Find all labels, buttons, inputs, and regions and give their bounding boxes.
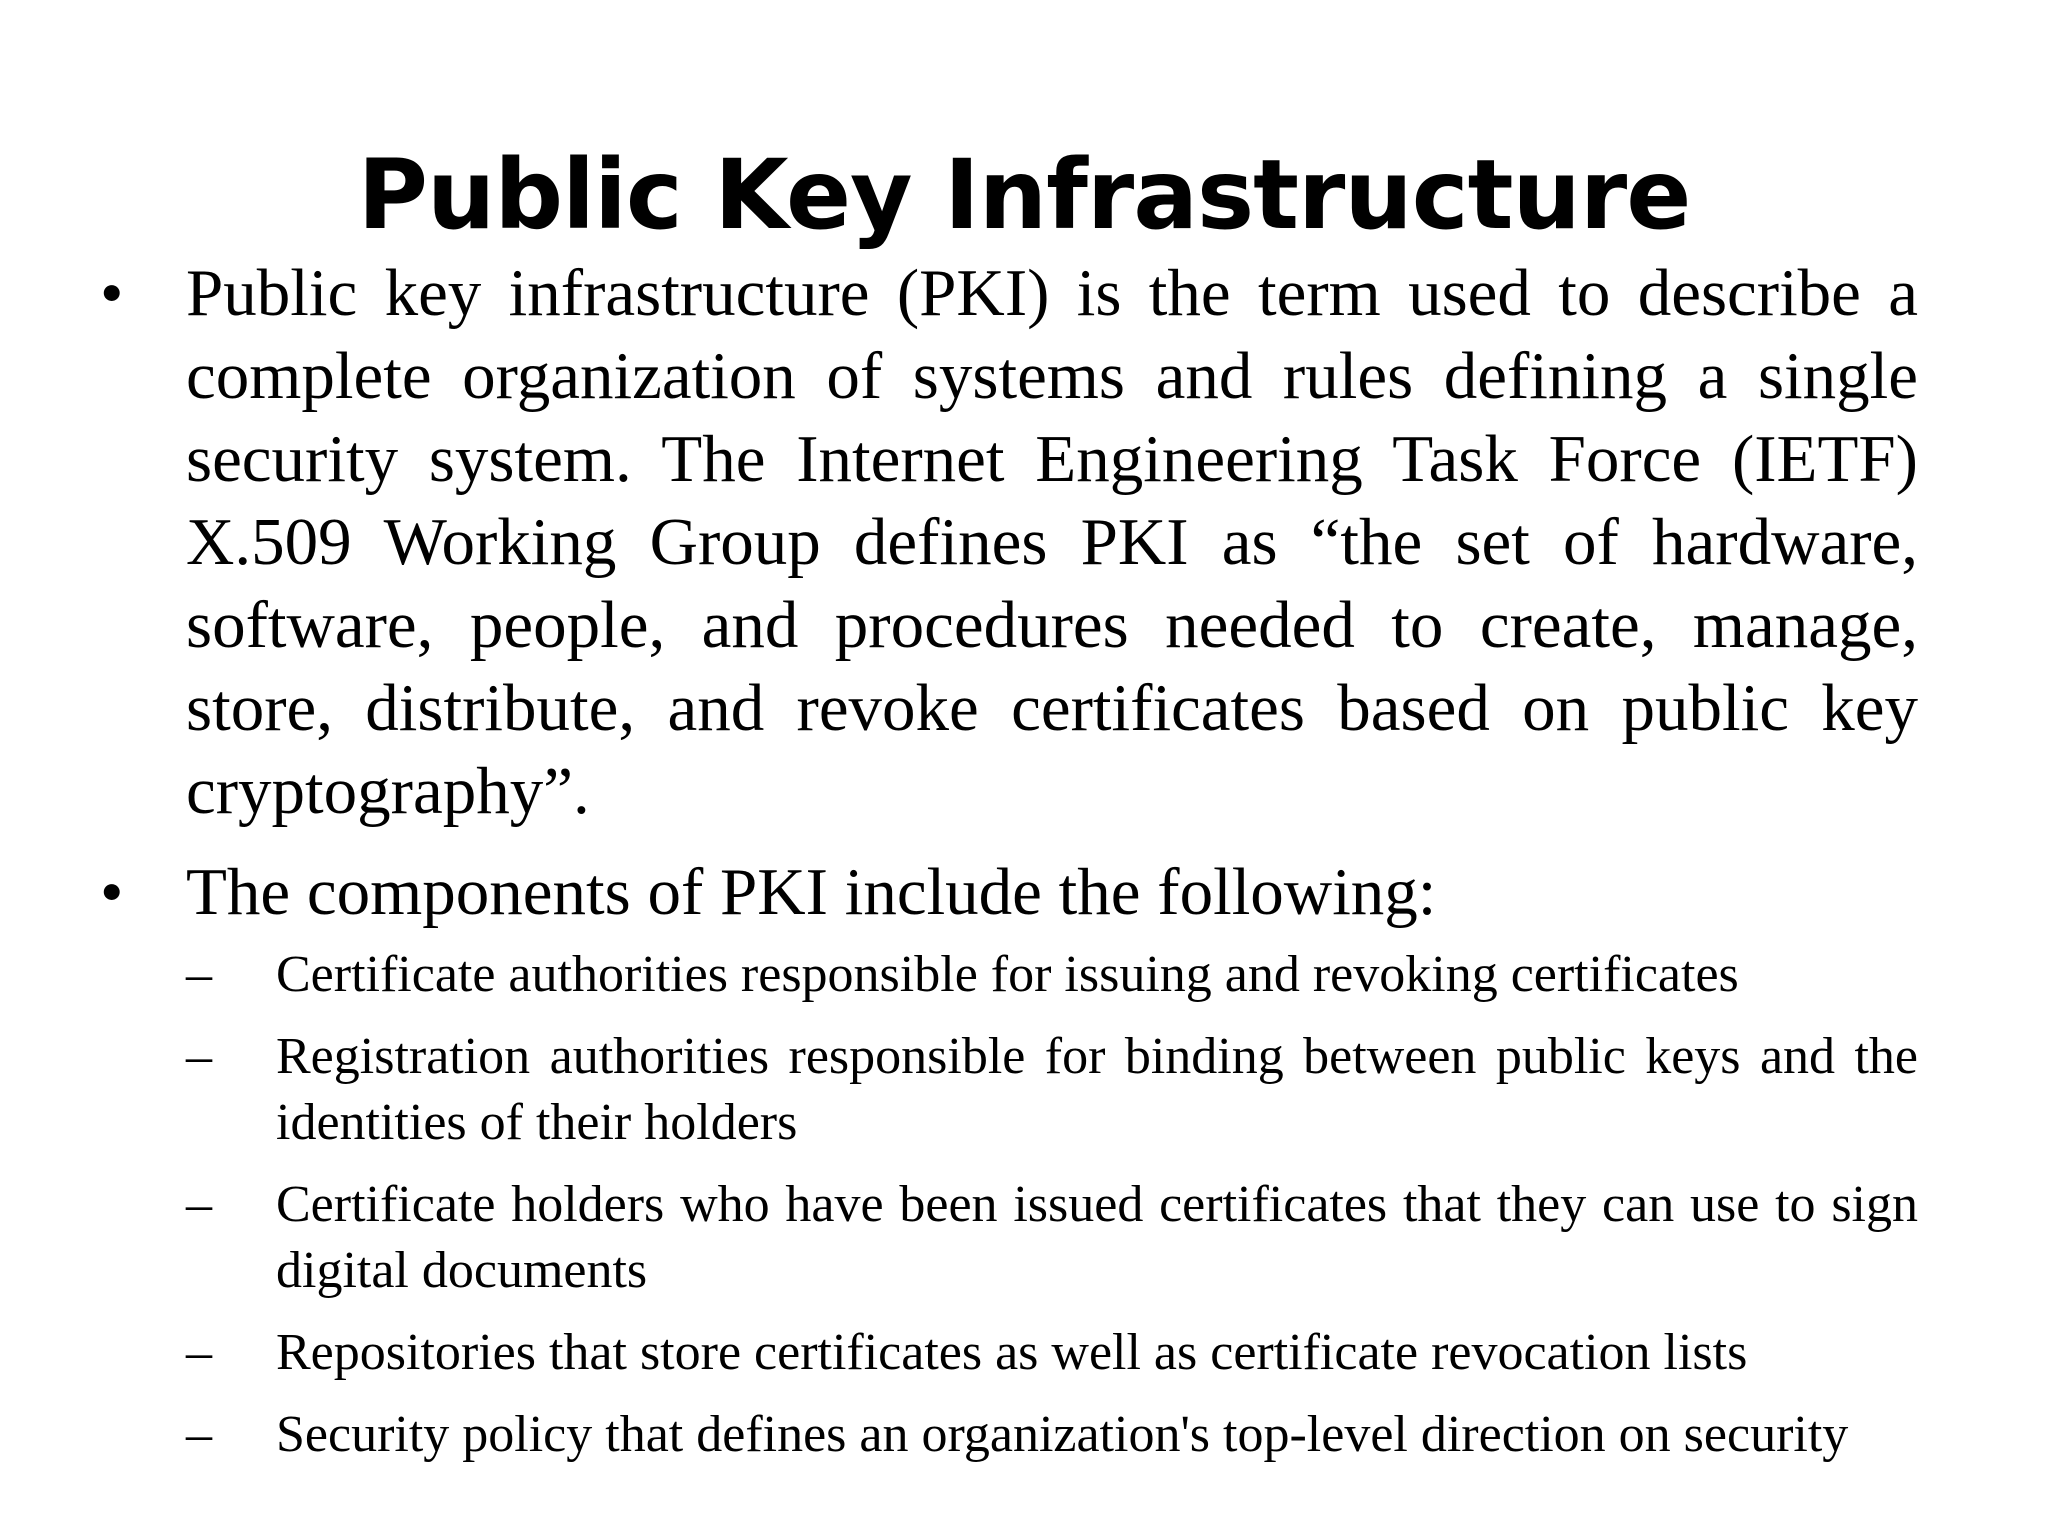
subitem-repositories [186, 1320, 1918, 1386]
subitem-marker: – [186, 1406, 212, 1463]
subitem-security-policy [186, 1402, 1918, 1468]
subitem-marker: – [186, 1028, 212, 1085]
subitem-text: Certificate authorities responsible for issuing and revoking certificates [276, 946, 1739, 1003]
bullet-text: The components of PKI include the following: [186, 855, 1437, 929]
subitem-text: Certificate holders who have been issued certificates that they can use to sign digital documents [276, 1176, 1918, 1299]
subitem-certificate-holders [186, 1172, 1918, 1304]
slide-content [100, 252, 1918, 1484]
bullet-item-pki-components [100, 851, 1918, 934]
bullet-marker: • [100, 256, 124, 330]
components-sublist [100, 942, 1918, 1468]
bullet-item-pki-definition [100, 252, 1918, 833]
slide-title: Public Key Infrastructure [357, 139, 1691, 251]
subitem-registration-authorities [186, 1024, 1918, 1156]
bullet-text: Public key infrastructure (PKI) is the term used to describe a complete organization of systems and rules defining a single security system. The Internet Engineering Task Force (IETF) X.509 Working Group defines PKI as “the set of hardware, software, people, and procedures needed to create, manage, store, distribute, and revoke certificates based on public key cryptography”. [186, 256, 1918, 828]
subitem-marker: – [186, 1176, 212, 1233]
subitem-certificate-authorities [186, 942, 1918, 1008]
subitem-text: Security policy that defines an organization's top-level direction on security [276, 1406, 1849, 1463]
bullet-marker: • [100, 855, 124, 929]
subitem-text: Registration authorities responsible for binding between public keys and the identities of their holders [276, 1028, 1918, 1151]
subitem-text: Repositories that store certificates as well as certificate revocation lists [276, 1324, 1748, 1381]
subitem-marker: – [186, 946, 212, 1003]
subitem-marker: – [186, 1324, 212, 1381]
